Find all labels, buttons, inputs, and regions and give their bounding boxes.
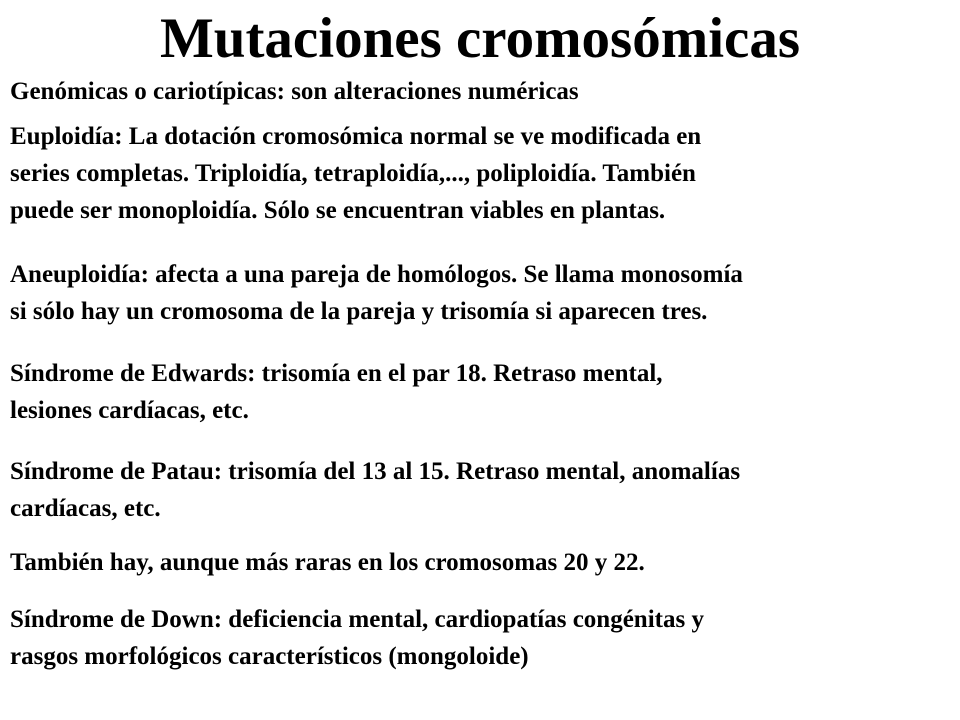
text-line: lesiones cardíacas, etc.: [10, 397, 249, 424]
paragraph-euploidia: [10, 118, 955, 229]
text-line: series completas. Triploidía, tetraploidía,..., poliploidía. También: [10, 160, 696, 187]
text-line: Euploidía: La dotación cromosómica normal se ve modificada en: [10, 123, 702, 150]
text-line: Síndrome de Down: deficiencia mental, cardiopatías congénitas y: [10, 606, 704, 633]
text-line: si sólo hay un cromosoma de la pareja y trisomía si aparecen tres.: [10, 298, 708, 325]
text-line: Aneuploidía: afecta a una pareja de homólogos. Se llama monosomía: [10, 261, 743, 288]
paragraph-down: [10, 601, 955, 675]
slide-title: Mutaciones cromosómicas: [159, 7, 801, 70]
text-line: También hay, aunque más raras en los cromosomas 20 y 22.: [10, 549, 645, 576]
text-line: puede ser monoploidía. Sólo se encuentran viables en plantas.: [10, 197, 666, 224]
paragraph-genomicas: [10, 73, 955, 110]
text-line: rasgos morfológicos característicos (mongoloide): [10, 643, 529, 670]
text-line: Genómicas o cariotípicas: son alteraciones numéricas: [10, 78, 579, 105]
paragraph-edwards: [10, 355, 955, 429]
paragraph-aneuploidia: [10, 256, 955, 330]
paragraph-tambien: [10, 544, 955, 581]
text-line: cardíacas, etc.: [10, 495, 161, 522]
paragraph-patau: [10, 453, 955, 527]
text-line: Síndrome de Patau: trisomía del 13 al 15. Retraso mental, anomalías: [10, 458, 741, 485]
text-line: Síndrome de Edwards: trisomía en el par 18. Retraso mental,: [10, 360, 663, 387]
